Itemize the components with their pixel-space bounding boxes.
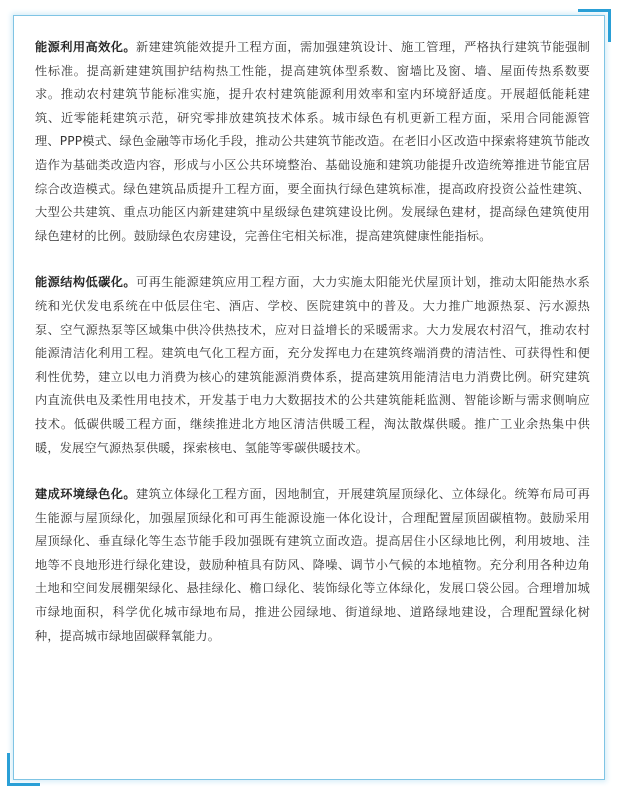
corner-decoration-bottom-left [7,753,40,786]
section-body: 新建建筑能效提升工程方面，需加强建筑设计、施工管理，严格执行建筑节能强制性标准。提高新建建筑围护结构热工性能，提高建筑体型系数、窗墙比及窗、墙、屋面传热系数要求。推动农村建筑节能标准实施，提升农村建筑能源利用效率和室内环境舒适度。开展超低能耗建筑、近零能耗建筑示范，研究零排放建筑技术体系。城市绿色有机更新工程方面，采用合同能源管理、PPP模式、绿色金融等市场化手段，推动公共建筑节能改造。在老旧小区改造中探索将建筑节能改造作为基础类改造内容，形成与小区公共环境整治、基础设施和建筑功能提升改造统筹推进节能宜居综合改造模式。绿色建筑品质提升工程方面，要全面执行绿色建筑标准，提高政府投资公益性建筑、大型公共建筑、重点功能区内新建建筑中星级绿色建筑建设比例。发展绿色建材，提高绿色建筑使用绿色建材的比例。鼓励绿色农房建设，完善住宅相关标准，提高建筑健康性能指标。 [35,40,590,243]
section-low-carbon-structure [35,271,590,460]
paragraph-spacer [35,460,590,483]
section-energy-efficiency [35,36,590,248]
article-content [35,36,590,648]
paragraph-spacer [35,248,590,271]
article-frame [13,15,605,780]
section-title: 能源结构低碳化。 [35,275,136,290]
section-body: 建筑立体绿化工程方面，因地制宜，开展建筑屋顶绿化、立体绿化。统筹布局可再生能源与屋顶绿化，加强屋顶绿化和可再生能源设施一体化设计，合理配置屋顶固碳植物。鼓励采用屋顶绿化、垂直绿化等生态节能手段加强既有建筑立面改造。提高居住小区绿地比例，利用坡地、洼地等不良地形进行绿化建设，鼓励种植具有防风、降噪、调节小气候的本地植物。充分利用各种边角土地和空间发展棚架绿化、悬挂绿化、檐口绿化、装饰绿化等立体绿化，发展口袋公园。合理增加城市绿地面积，科学优化城市绿地布局，推进公园绿地、街道绿地、道路绿地建设，合理配置绿化树种，提高城市绿地固碳释氧能力。 [35,487,590,643]
section-body: 可再生能源建筑应用工程方面，大力实施太阳能光伏屋顶计划，推动太阳能热水系统和光伏发电系统在中低层住宅、酒店、学校、医院建筑中的普及。大力推广地源热泵、污水源热泵、空气源热泵等区域集中供冷供热技术，应对日益增长的采暖需求。大力发展农村沼气，推动农村能源清洁化利用工程。建筑电气化工程方面，充分发挥电力在建筑终端消费的清洁性、可获得性和便利性优势，建立以电力消费为核心的建筑能源消费体系，提高建筑用能清洁电力消费比例。研究建筑内直流供电及柔性用电技术，开发基于电力大数据技术的公共建筑能耗监测、智能诊断与需求侧响应技术。低碳供暖工程方面，继续推进北方地区清洁供暖工程，淘汰散煤供暖。推广工业余热集中供暖，发展空气源热泵供暖，探索核电、氢能等零碳供暖技术。 [35,275,590,455]
section-green-environment [35,483,590,648]
section-title: 建成环境绿色化。 [35,487,136,502]
section-title: 能源利用高效化。 [35,40,136,54]
